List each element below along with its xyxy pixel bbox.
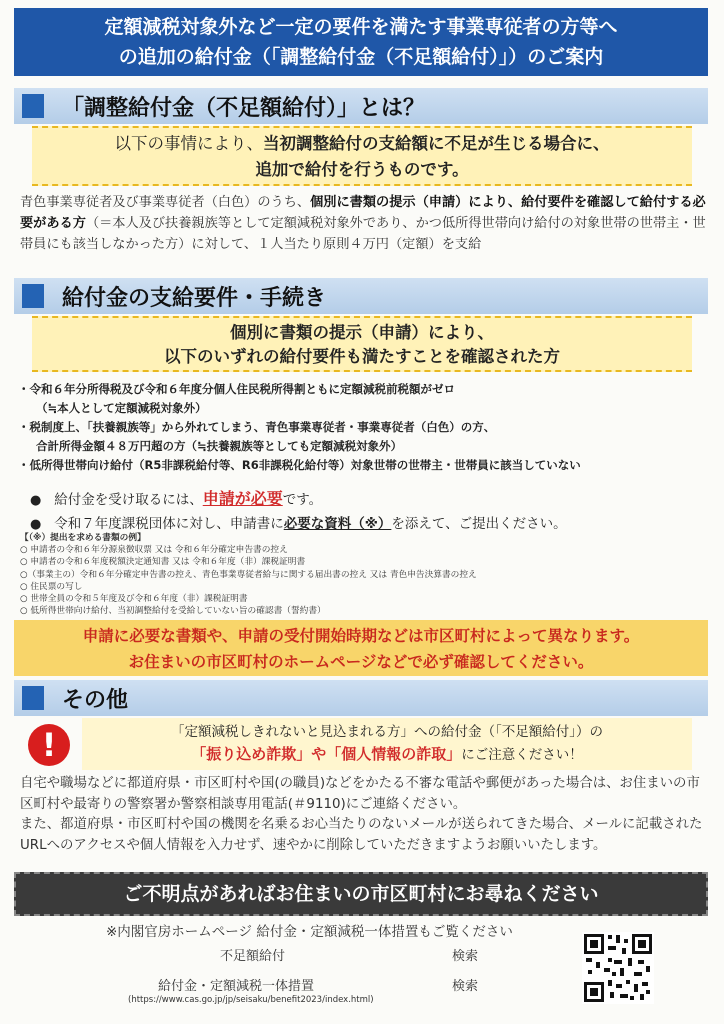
note-submit-a: 令和７年度課税団体に対し、申請書に bbox=[54, 516, 284, 532]
section1-para-c: （＝本人及び扶養親族等として定額減税対象外であり、かつ低所得世帯向け給付の対象世帯の世帯主・世帯員にも該当しなかった方）に対して、１人当たり原則４万円（定額）を支給 bbox=[20, 216, 706, 252]
section1-box-line2: 追加で給付を行うものです。 bbox=[255, 160, 469, 179]
municipality-alert bbox=[14, 620, 708, 676]
requirement-3: ・低所得世帯向け給付（R5非課税給付等、R6非課税化給付等）対象世帯の世帯主・世帯員に該当していない bbox=[18, 458, 581, 472]
note-submit bbox=[30, 512, 567, 532]
alert-line2: お住まいの市区町村のホームページなどで必ず確認してください。 bbox=[128, 653, 594, 671]
note-apply-a: 給付金を受け取るには、 bbox=[54, 492, 203, 508]
section2-box-line2: 以下のいずれの給付要件も満たすことを確認された方 bbox=[164, 347, 560, 366]
section3-title: その他 bbox=[62, 688, 129, 713]
note-apply-c: です。 bbox=[282, 492, 323, 508]
requirement-1-sub: （≒本人として定額減税対象外） bbox=[36, 401, 207, 415]
requirement-list bbox=[18, 380, 708, 475]
note-submit-c: を添えて、ご提出ください。 bbox=[391, 516, 567, 532]
bullet-icon: ● bbox=[30, 493, 42, 508]
warning-icon: ! bbox=[28, 724, 70, 766]
requirement-2-sub: 合計所得金額４８万円超の方（≒扶養親族等としても定額減税対象外） bbox=[36, 439, 403, 453]
fraud-warning bbox=[82, 718, 692, 770]
section1-para-a: 青色事業専従者及び事業専従者（白色）のうち、 bbox=[20, 195, 311, 210]
section1-paragraph bbox=[20, 192, 708, 255]
note-submit-b: 必要な資料（※） bbox=[283, 516, 392, 532]
section-marker-icon bbox=[22, 686, 44, 710]
alert-line1: 申請に必要な書類や、申請の受付開始時期などは市区町村によって異なります。 bbox=[82, 627, 640, 645]
header-banner bbox=[14, 8, 708, 76]
note-apply-b: 申請が必要 bbox=[202, 489, 283, 508]
section1-box-emph: 当初調整給付の支給額に不足が生じる場合に、 bbox=[263, 134, 610, 153]
section2-header bbox=[14, 278, 708, 314]
section2-title: 給付金の支給要件・手続き bbox=[62, 286, 327, 311]
document-item: ○ 申請者の令和６年度税額決定通知書 又は 令和６年度（非）課税証明書 bbox=[20, 557, 306, 568]
section1-highlight bbox=[32, 126, 692, 186]
search-term-1[interactable]: 不足額給付 bbox=[220, 949, 286, 964]
cabinet-note: ※内閣官房ホームページ 給付金・定額減税一体措置もご覧ください bbox=[106, 924, 513, 940]
section1-title: 「調整給付金（不足額給付）」とは？ bbox=[62, 96, 426, 121]
section-marker-icon bbox=[22, 94, 44, 118]
section2-highlight bbox=[32, 316, 692, 372]
search-term-2[interactable]: 給付金・定額減税一体措置 bbox=[158, 979, 315, 994]
document-item: ○ 低所得世帯向け給付、当初調整給付を受給していない旨の確認書（誓約書） bbox=[20, 606, 326, 617]
fraud-warning-tail: にご注意ください！ bbox=[461, 747, 583, 763]
document-item: ○ 世帯全員の令和５年度及び令和６年度（非）課税証明書 bbox=[20, 594, 248, 605]
fraud-warning-line1: 「定額減税しきれないと見込まれる方」への給付金（「不足額給付」）の bbox=[171, 724, 603, 740]
section1-para-b: 個別に書類の提示（申請）により、給付要件を確認して給付する必要がある方 bbox=[20, 195, 706, 231]
bullet-icon: ● bbox=[30, 517, 42, 532]
banner-line2: の追加の給付金（「調整給付金（不足額給付）」）のご案内 bbox=[118, 46, 604, 68]
document-item: ○（事業主の）令和６年分確定申告書の控え、青色事業専従者給与に関する届出書の控え 又は 青色申告決算書の控え bbox=[20, 569, 477, 580]
search-button-2[interactable]: 検索 bbox=[452, 979, 479, 994]
section3-header bbox=[14, 680, 708, 716]
section-marker-icon bbox=[22, 284, 44, 308]
document-item: ○ 申請者の令和６年分源泉徴収票 又は 令和６年分確定申告書の控え bbox=[20, 545, 288, 556]
requirement-2: ・税制度上、「扶養親族等」から外れてしまう、青色事業専従者・事業専従者（白色）の方、 bbox=[18, 420, 496, 434]
section3-paragraph bbox=[20, 774, 708, 856]
cabinet-url[interactable]: (https://www.cas.go.jp/jp/seisaku/benefit2023/index.html) bbox=[128, 995, 374, 1005]
document-examples bbox=[20, 532, 477, 617]
qr-code-icon[interactable] bbox=[582, 932, 654, 1004]
contact-banner: ご不明点があればお住まいの市区町村にお尋ねください bbox=[14, 872, 708, 916]
document-item: ○ 住民票の写し bbox=[20, 581, 83, 592]
section1-header bbox=[14, 88, 708, 124]
banner-line1: 定額減税対象外など一定の要件を満たす事業専従者の方等へ bbox=[104, 16, 618, 38]
qr-code-graphic bbox=[582, 932, 654, 1004]
fraud-warning-emph: 「振り込め詐欺」や「個人情報の詐取」 bbox=[191, 745, 462, 763]
search-button-1[interactable]: 検索 bbox=[452, 949, 479, 964]
section2-box-line1: 個別に書類の提示（申請）により、 bbox=[230, 323, 494, 342]
note-apply bbox=[30, 486, 322, 509]
requirement-1: ・令和６年分所得税及び令和６年度分個人住民税所得割ともに定額減税前税額がゼロ bbox=[18, 382, 455, 396]
section3-para2: また、都道府県・市区町村や国の機関を名乗るお心当たりのないメールが送られてきた場合、メールに記載されたURLへのアクセスや個人情報を入力せず、速やかに削除していただきますようお願いいたします。 bbox=[20, 817, 703, 853]
documents-heading: 【（※）提出を求める書類の例】 bbox=[20, 533, 146, 543]
section3-para1: 自宅や職場などに都道府県・市区町村や国(の職員)などをかたる不審な電話や郵便があった場合は、お住まいの市区町村や最寄りの警察署か警察相談専用電話(＃9110)にご連絡ください。 bbox=[20, 776, 700, 812]
section1-box-lead: 以下の事情により、 bbox=[114, 134, 263, 153]
